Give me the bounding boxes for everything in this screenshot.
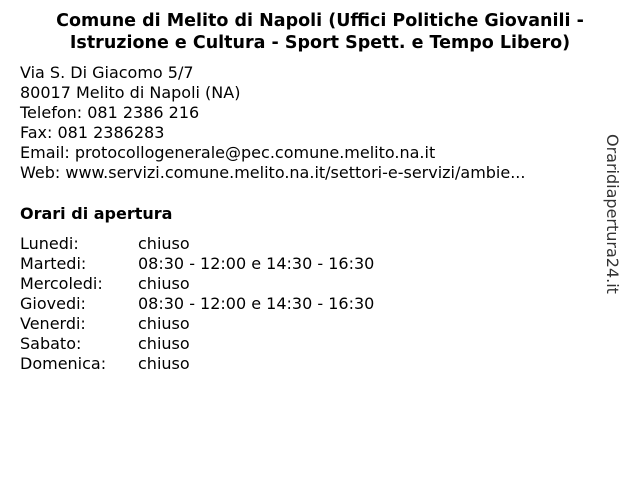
day-label: Lunedi: xyxy=(20,234,79,253)
city-address: 80017 Melito di Napoli (NA) xyxy=(20,83,241,102)
email-address: Email: protocollogenerale@pec.comune.melito.na.it xyxy=(20,143,436,162)
day-label: Mercoledi: xyxy=(20,274,103,293)
page-title xyxy=(20,10,620,54)
fax-number: Fax: 081 2386283 xyxy=(20,123,165,142)
opening-hours-heading: Orari di apertura xyxy=(20,204,173,223)
watermark-text: Oraridiapertura24.it xyxy=(603,134,622,294)
title-line-1: Comune di Melito di Napoli (Uffici Politiche Giovanili - xyxy=(56,11,584,31)
website-url: Web: www.servizi.comune.melito.na.it/settori-e-servizi/ambie... xyxy=(20,163,526,182)
day-label: Venerdi: xyxy=(20,314,86,333)
day-hours: 08:30 - 12:00 e 14:30 - 16:30 xyxy=(138,254,375,273)
day-hours: chiuso xyxy=(138,274,190,293)
day-hours: chiuso xyxy=(138,314,190,333)
day-label: Giovedi: xyxy=(20,294,86,313)
street-address: Via S. Di Giacomo 5/7 xyxy=(20,63,194,82)
phone-number: Telefon: 081 2386 216 xyxy=(20,103,200,122)
day-hours: chiuso xyxy=(138,354,190,373)
title-line-2: Istruzione e Cultura - Sport Spett. e Tempo Libero) xyxy=(69,33,571,53)
address-block xyxy=(20,63,525,183)
day-label: Martedi: xyxy=(20,254,87,273)
day-label: Sabato: xyxy=(20,334,82,353)
day-hours: 08:30 - 12:00 e 14:30 - 16:30 xyxy=(138,294,375,313)
day-hours: chiuso xyxy=(138,334,190,353)
day-label: Domenica: xyxy=(20,354,107,373)
day-hours: chiuso xyxy=(138,234,190,253)
